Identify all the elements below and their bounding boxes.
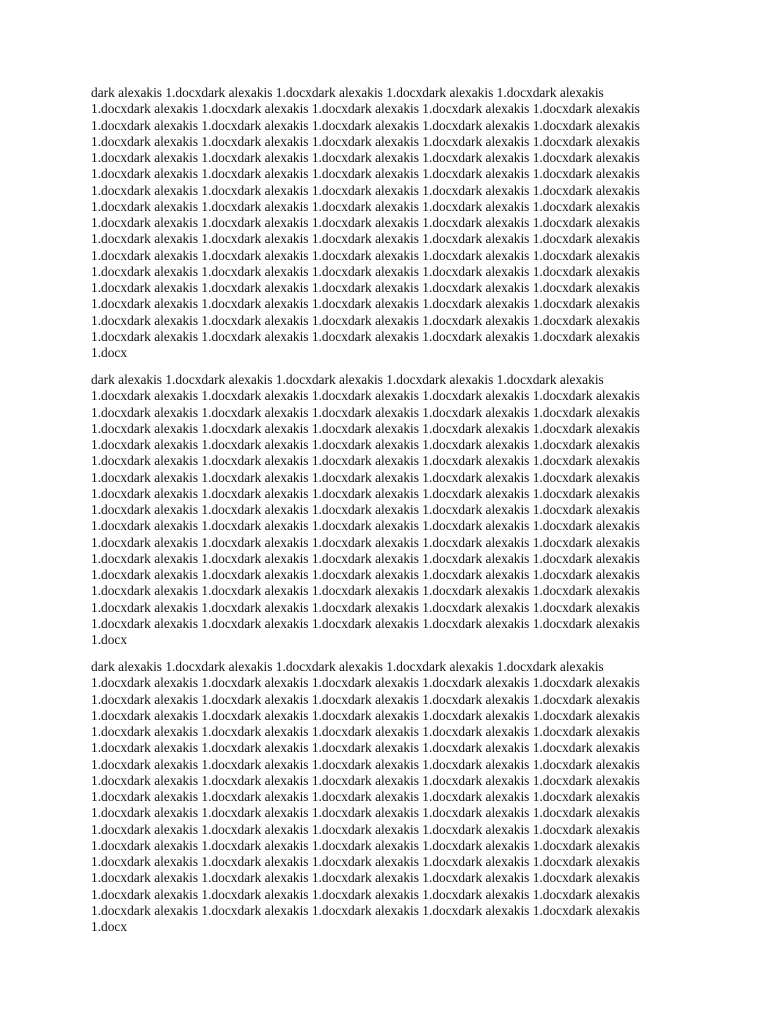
text-line: 1.docxdark alexakis 1.docxdark alexakis 1.docxdark alexakis 1.docxdark alexakis 1.docxdark alexakis	[91, 691, 640, 707]
text-line: 1.docxdark alexakis 1.docxdark alexakis 1.docxdark alexakis 1.docxdark alexakis 1.docxdark alexakis	[91, 789, 640, 804]
text-line: 1.docxdark alexakis 1.docxdark alexakis 1.docxdark alexakis 1.docxdark alexakis 1.docxdark alexakis	[91, 453, 640, 469]
text-line: 1.docx	[91, 345, 128, 360]
text-line: 1.docxdark alexakis 1.docxdark alexakis 1.docxdark alexakis 1.docxdark alexakis 1.docxdark alexakis	[91, 198, 640, 214]
text-line: 1.docxdark alexakis 1.docxdark alexakis 1.docxdark alexakis 1.docxdark alexakis 1.docxdark alexakis	[91, 420, 640, 436]
text-line: 1.docxdark alexakis 1.docxdark alexakis 1.docxdark alexakis 1.docxdark alexakis 1.docxdark alexakis	[91, 534, 640, 550]
text-line: 1.docx	[91, 632, 128, 647]
text-line: 1.docxdark alexakis 1.docxdark alexakis 1.docxdark alexakis 1.docxdark alexakis 1.docxdark alexakis	[91, 296, 640, 312]
text-line: 1.docxdark alexakis 1.docxdark alexakis 1.docxdark alexakis 1.docxdark alexakis 1.docxdark alexakis	[91, 599, 640, 615]
text-line: 1.docxdark alexakis 1.docxdark alexakis 1.docxdark alexakis 1.docxdark alexakis 1.docxdark alexakis	[91, 583, 640, 599]
text-line: 1.docxdark alexakis 1.docxdark alexakis 1.docxdark alexakis 1.docxdark alexakis 1.docxdark alexakis	[91, 388, 640, 404]
text-line: dark alexakis 1.docxdark alexakis 1.docxdark alexakis 1.docxdark alexakis 1.docxdark alexakis	[91, 85, 604, 100]
paragraph-3	[91, 659, 681, 935]
text-line: 1.docxdark alexakis 1.docxdark alexakis 1.docxdark alexakis 1.docxdark alexakis 1.docxdark alexakis	[91, 247, 640, 263]
paragraph-2	[91, 372, 681, 648]
text-line: 1.docx	[91, 919, 128, 934]
text-line: 1.docxdark alexakis 1.docxdark alexakis 1.docxdark alexakis 1.docxdark alexakis 1.docxdark alexakis	[91, 724, 640, 739]
text-line: 1.docxdark alexakis 1.docxdark alexakis 1.docxdark alexakis 1.docxdark alexakis 1.docxdark alexakis	[91, 756, 640, 772]
text-line: 1.docxdark alexakis 1.docxdark alexakis 1.docxdark alexakis 1.docxdark alexakis 1.docxdark alexakis	[91, 312, 640, 328]
text-line: 1.docxdark alexakis 1.docxdark alexakis 1.docxdark alexakis 1.docxdark alexakis 1.docxdark alexakis	[91, 404, 640, 420]
text-line: 1.docxdark alexakis 1.docxdark alexakis 1.docxdark alexakis 1.docxdark alexakis 1.docxdark alexakis	[91, 263, 640, 279]
text-line: 1.docxdark alexakis 1.docxdark alexakis 1.docxdark alexakis 1.docxdark alexakis 1.docxdark alexakis	[91, 870, 640, 886]
text-line: 1.docxdark alexakis 1.docxdark alexakis 1.docxdark alexakis 1.docxdark alexakis 1.docxdark alexakis	[91, 101, 640, 117]
text-line: 1.docxdark alexakis 1.docxdark alexakis 1.docxdark alexakis 1.docxdark alexakis 1.docxdark alexakis	[91, 886, 640, 902]
text-line: 1.docxdark alexakis 1.docxdark alexakis 1.docxdark alexakis 1.docxdark alexakis 1.docxdark alexakis	[91, 550, 640, 566]
text-line: 1.docxdark alexakis 1.docxdark alexakis 1.docxdark alexakis 1.docxdark alexakis 1.docxdark alexakis	[91, 567, 640, 582]
text-line: 1.docxdark alexakis 1.docxdark alexakis 1.docxdark alexakis 1.docxdark alexakis 1.docxdark alexakis	[91, 805, 640, 821]
text-line: 1.docxdark alexakis 1.docxdark alexakis 1.docxdark alexakis 1.docxdark alexakis 1.docxdark alexakis	[91, 182, 640, 198]
text-line: 1.docxdark alexakis 1.docxdark alexakis 1.docxdark alexakis 1.docxdark alexakis 1.docxdark alexakis	[91, 902, 640, 918]
text-line: 1.docxdark alexakis 1.docxdark alexakis 1.docxdark alexakis 1.docxdark alexakis 1.docxdark alexakis	[91, 502, 640, 517]
text-line: 1.docxdark alexakis 1.docxdark alexakis 1.docxdark alexakis 1.docxdark alexakis 1.docxdark alexakis	[91, 328, 640, 344]
text-line: 1.docxdark alexakis 1.docxdark alexakis 1.docxdark alexakis 1.docxdark alexakis 1.docxdark alexakis	[91, 231, 640, 247]
text-line: dark alexakis 1.docxdark alexakis 1.docxdark alexakis 1.docxdark alexakis 1.docxdark alexakis	[91, 372, 604, 387]
text-line: 1.docxdark alexakis 1.docxdark alexakis 1.docxdark alexakis 1.docxdark alexakis 1.docxdark alexakis	[91, 707, 640, 723]
text-line: 1.docxdark alexakis 1.docxdark alexakis 1.docxdark alexakis 1.docxdark alexakis 1.docxdark alexakis	[91, 615, 640, 631]
text-line: 1.docxdark alexakis 1.docxdark alexakis 1.docxdark alexakis 1.docxdark alexakis 1.docxdark alexakis	[91, 518, 640, 534]
text-line: 1.docxdark alexakis 1.docxdark alexakis 1.docxdark alexakis 1.docxdark alexakis 1.docxdark alexakis	[91, 133, 640, 149]
text-line: 1.docxdark alexakis 1.docxdark alexakis 1.docxdark alexakis 1.docxdark alexakis 1.docxdark alexakis	[91, 469, 640, 485]
text-line: 1.docxdark alexakis 1.docxdark alexakis 1.docxdark alexakis 1.docxdark alexakis 1.docxdark alexakis	[91, 166, 640, 182]
text-line: 1.docxdark alexakis 1.docxdark alexakis 1.docxdark alexakis 1.docxdark alexakis 1.docxdark alexakis	[91, 437, 640, 452]
text-line: 1.docxdark alexakis 1.docxdark alexakis 1.docxdark alexakis 1.docxdark alexakis 1.docxdark alexakis	[91, 837, 640, 853]
text-line: 1.docxdark alexakis 1.docxdark alexakis 1.docxdark alexakis 1.docxdark alexakis 1.docxdark alexakis	[91, 675, 640, 691]
text-line: 1.docxdark alexakis 1.docxdark alexakis 1.docxdark alexakis 1.docxdark alexakis 1.docxdark alexakis	[91, 117, 640, 133]
text-line: 1.docxdark alexakis 1.docxdark alexakis 1.docxdark alexakis 1.docxdark alexakis 1.docxdark alexakis	[91, 280, 640, 295]
text-line: 1.docxdark alexakis 1.docxdark alexakis 1.docxdark alexakis 1.docxdark alexakis 1.docxdark alexakis	[91, 821, 640, 837]
text-line: 1.docxdark alexakis 1.docxdark alexakis 1.docxdark alexakis 1.docxdark alexakis 1.docxdark alexakis	[91, 150, 640, 165]
text-line: 1.docxdark alexakis 1.docxdark alexakis 1.docxdark alexakis 1.docxdark alexakis 1.docxdark alexakis	[91, 215, 640, 230]
text-line: 1.docxdark alexakis 1.docxdark alexakis 1.docxdark alexakis 1.docxdark alexakis 1.docxdark alexakis	[91, 854, 640, 869]
text-line: 1.docxdark alexakis 1.docxdark alexakis 1.docxdark alexakis 1.docxdark alexakis 1.docxdark alexakis	[91, 740, 640, 756]
text-line: dark alexakis 1.docxdark alexakis 1.docxdark alexakis 1.docxdark alexakis 1.docxdark alexakis	[91, 659, 604, 674]
text-line: 1.docxdark alexakis 1.docxdark alexakis 1.docxdark alexakis 1.docxdark alexakis 1.docxdark alexakis	[91, 772, 640, 788]
text-line: 1.docxdark alexakis 1.docxdark alexakis 1.docxdark alexakis 1.docxdark alexakis 1.docxdark alexakis	[91, 485, 640, 501]
paragraph-1	[91, 85, 681, 361]
